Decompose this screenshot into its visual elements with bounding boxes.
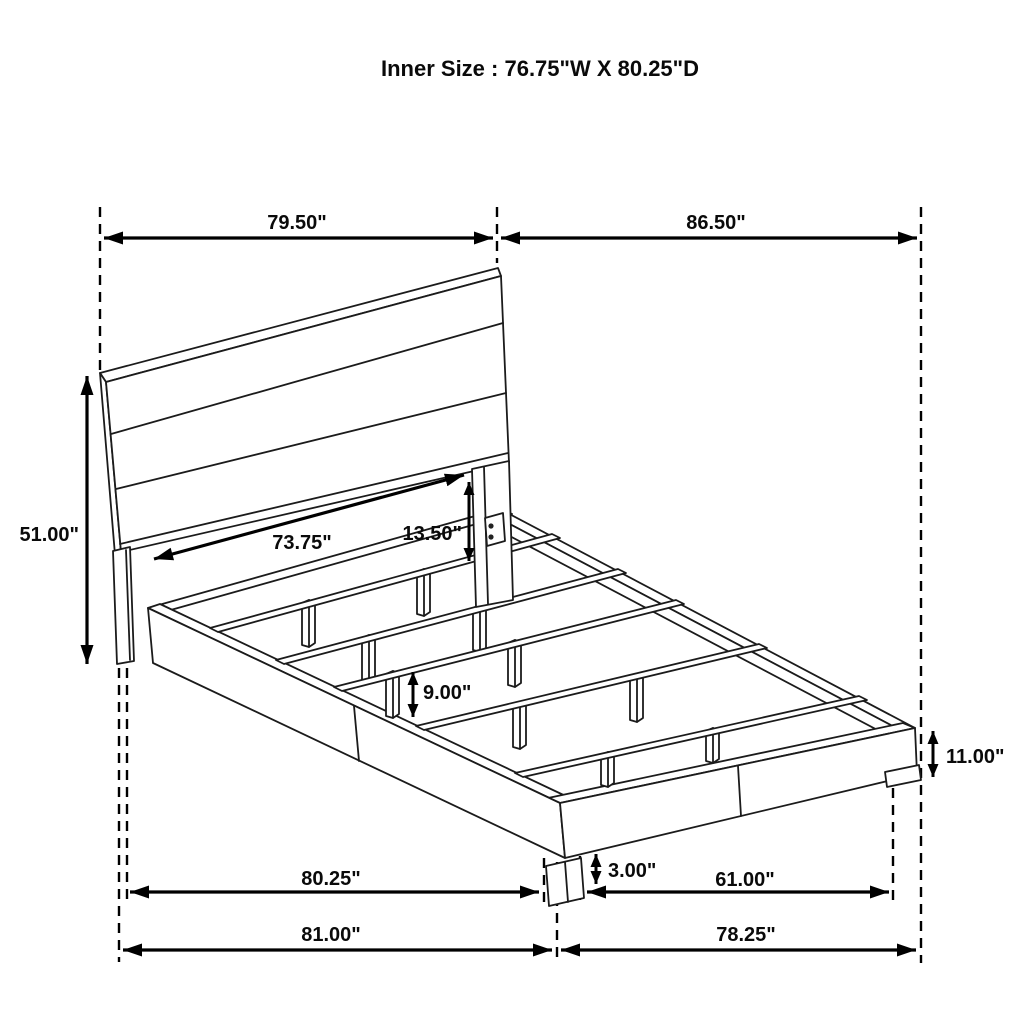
dimension-foot-leg-height [596,854,656,884]
slat [276,569,626,664]
dimension-label: 73.75" [272,532,332,554]
dimension-label: 80.25" [301,868,361,890]
dimension-slat-leg-height [413,672,471,717]
rail-bracket [485,513,505,546]
dimension-base-length [501,212,917,238]
dimension-inner-length [130,868,539,892]
dimension-headboard-width [104,212,493,238]
dimension-side-rail-height [933,731,1004,777]
bed-frame [148,509,921,906]
dimension-label: 79.50" [267,212,327,234]
right-rail-inner-face [487,512,902,743]
dimension-label: 61.00" [715,869,775,891]
dimension-overall-width [561,924,916,950]
dimension-overall-length [123,924,552,950]
dimension-label: 86.50" [686,212,746,234]
dimension-label: 9.00" [423,682,472,704]
dimension-label: 78.25" [716,924,776,946]
dimension-label: 13.50" [402,523,462,545]
headboard-left-leg [113,547,134,664]
bracket-screw [488,523,493,528]
dimension-label: 3.00" [608,860,657,882]
dimension-headboard-height [19,376,87,664]
dimension-label: 11.00" [946,746,1005,768]
foot-rail-front [560,728,917,858]
dimension-label: 81.00" [301,924,361,946]
dimension-label: 51.00" [19,524,79,546]
bracket-screw [488,534,493,539]
diagram-title: Inner Size : 76.75"W X 80.25"D [381,56,699,81]
